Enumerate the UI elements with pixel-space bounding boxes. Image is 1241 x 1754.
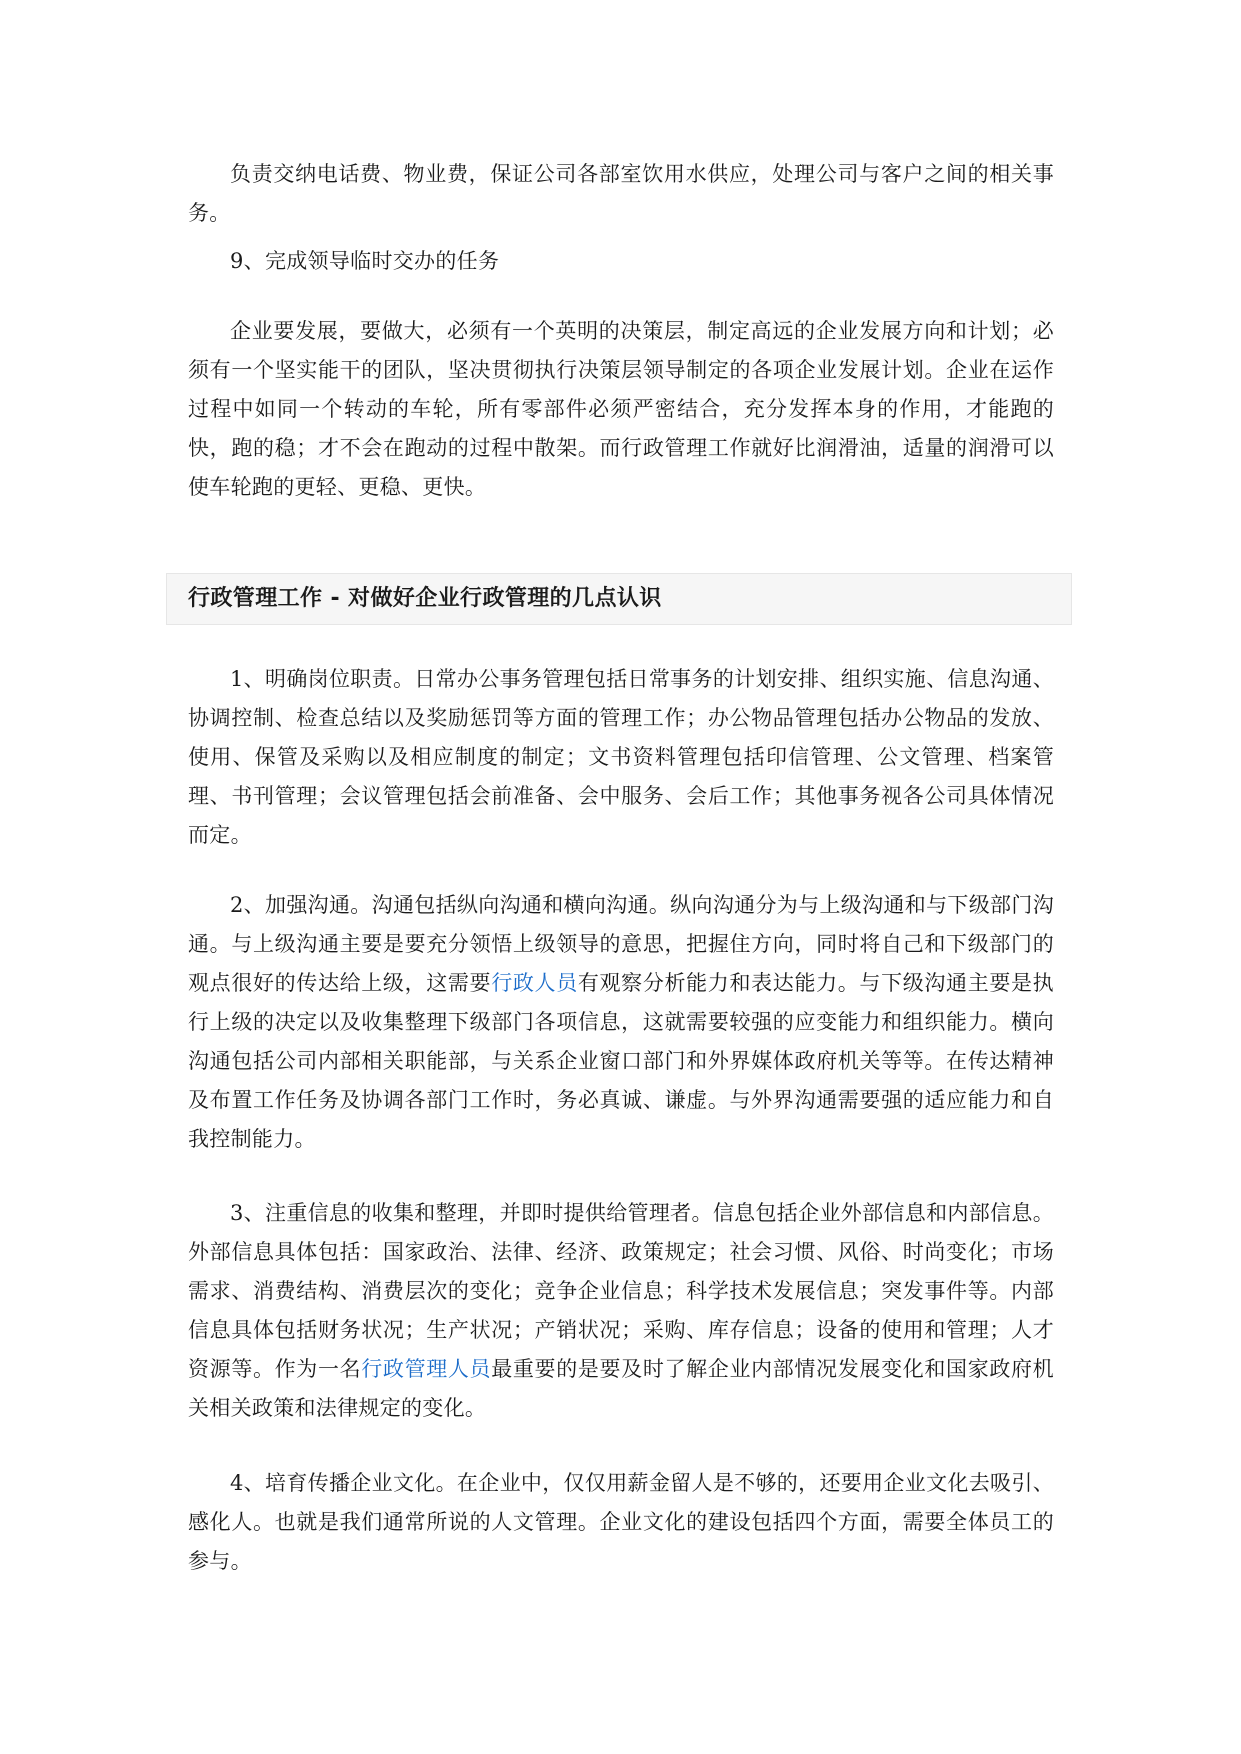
paragraph-point-2-text-b: 有观察分析能力和表达能力。与下级沟通主要是执行上级的决定以及收集整理下级部门各项信息，这就需要较强的应变能力和组织能力。横向沟通包括公司内部相关职能部，与关系企业窗口部门和外界媒体政府机关等等。在传达精神及布置工作任务及协调各部门工作时，务必真诚、谦虚。与外界沟通需要强的适应能力和自我控制能力。 [188, 971, 1054, 1151]
paragraph-point-2 [188, 886, 1054, 1159]
paragraph-fees-duties: 负责交纳电话费、物业费，保证公司各部室饮用水供应，处理公司与客户之间的相关事务。 [188, 162, 1054, 225]
paragraph-point-2-text-a: 2、加强沟通。沟通包括纵向沟通和横向沟通。纵向沟通分为与上级沟通和与下级部门沟通。与上级沟通主要是要充分领悟上级领导的意思，把握住方向，同时将自己和下级部门的观点很好的传达给上级，这需要 [188, 893, 1054, 995]
paragraph-enterprise-development: 企业要发展，要做大，必须有一个英明的决策层，制定高远的企业发展方向和计划；必须有一个坚实能干的团队，坚决贯彻执行决策层领导制定的各项企业发展计划。企业在运作过程中如同一个转动的车轮，所有零部件必须严密结合，充分发挥本身的作用，才能跑的快，跑的稳；才不会在跑动的过程中散架。而行政管理工作就好比润滑油，适量的润滑可以使车轮跑的更轻、更稳、更快。 [188, 319, 1054, 499]
paragraph-point-3-text-a: 3、注重信息的收集和整理，并即时提供给管理者。信息包括企业外部信息和内部信息。外部信息具体包括：国家政治、法律、经济、政策规定；社会习惯、风俗、时尚变化；市场需求、消费结构、消费层次的变化；竞争企业信息；科学技术发展信息；突发事件等。内部信息具体包括财务状况；生产状况；产销状况；采购、库存信息；设备的使用和管理；人才资源等。作为一名 [188, 1201, 1054, 1381]
paragraph-item-9: 9、完成领导临时交办的任务 [230, 249, 500, 273]
paragraph-point-1: 1、明确岗位职责。日常办公事务管理包括日常事务的计划安排、组织实施、信息沟通、协调控制、检查总结以及奖励惩罚等方面的管理工作；办公物品管理包括办公物品的发放、使用、保管及采购以及相应制度的制定；文书资料管理包括印信管理、公文管理、档案管理、书刊管理；会议管理包括会前准备、会中服务、会后工作；其他事务视各公司具体情况而定。 [188, 667, 1054, 847]
section-heading: 行政管理工作 - 对做好企业行政管理的几点认识 [188, 586, 662, 611]
link-administrative-managers[interactable]: 行政管理人员 [361, 1357, 492, 1381]
paragraph-point-3-text-b: 最重要的是要及时了解企业内部情况发展变化和国家政府机关相关政策和法律规定的变化。 [188, 1357, 1054, 1420]
paragraph-point-4: 4、培育传播企业文化。在企业中，仅仅用薪金留人是不够的，还要用企业文化去吸引、感化人。也就是我们通常所说的人文管理。企业文化的建设包括四个方面，需要全体员工的参与。 [188, 1471, 1054, 1573]
link-administrative-staff[interactable]: 行政人员 [491, 971, 578, 995]
paragraph-point-3 [188, 1194, 1054, 1428]
